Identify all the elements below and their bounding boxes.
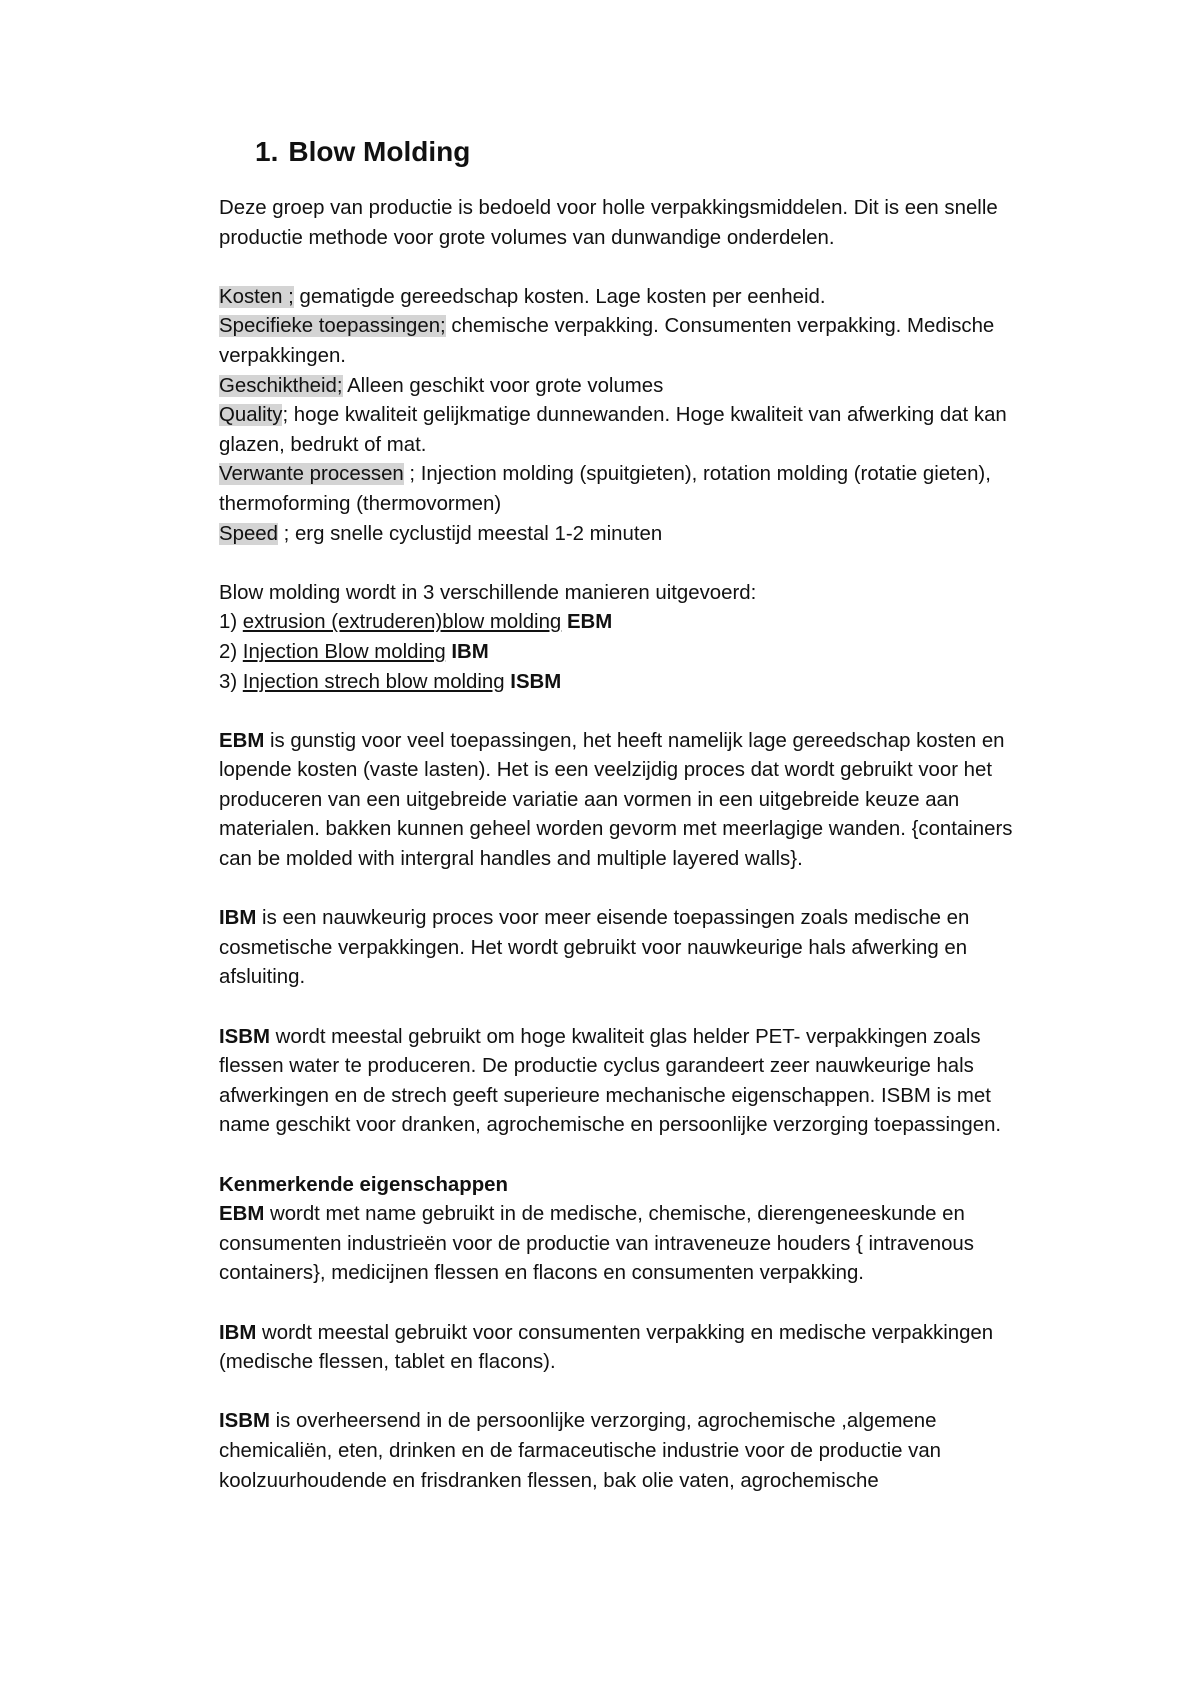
characteristics-isbm bbox=[219, 1407, 1019, 1496]
method-name-3: Injection strech blow molding bbox=[242, 670, 505, 693]
description-text-isbm: wordt meestal gebruikt om hoge kwaliteit glas helder PET- verpakkingen zoals flessen water te produceren. De productie cyclus garandeert zeer nauwkeurige hals afwerkingen en de strech geeft superieure mechanische eigenschappen. ISBM is met name geschikt voor dranken, agrochemische en persoonlijke verzorging toepassingen. bbox=[219, 1025, 1002, 1137]
property-label-suitability: Geschiktheid; bbox=[219, 374, 343, 397]
method-name-2: Injection Blow molding bbox=[242, 640, 446, 663]
description-abbr-isbm: ISBM bbox=[219, 1025, 270, 1048]
property-label-speed: Speed bbox=[219, 522, 278, 545]
property-text-costs: gematigde gereedschap kosten. Lage kosten per eenheid. bbox=[293, 285, 826, 308]
heading-number: 1. bbox=[255, 136, 279, 167]
description-isbm bbox=[219, 1023, 1019, 1141]
description-ebm bbox=[219, 727, 1019, 875]
document-page bbox=[219, 134, 1019, 1496]
characteristic-abbr-ebm: EBM bbox=[219, 1203, 265, 1226]
method-abbr-2: IBM bbox=[445, 640, 489, 663]
property-text-suitability: Alleen geschikt voor grote volumes bbox=[342, 374, 664, 397]
method-prefix-3: 3) bbox=[219, 670, 243, 693]
property-label-related-processes: Verwante processen bbox=[219, 463, 404, 486]
characteristic-text-ebm: wordt met name gebruikt in de medische, chemische, dierengeneeskunde en consumenten industrieën voor de productie van intraveneuze houders { intravenous containers}, medicijnen flessen en flacons en consumenten verpakking. bbox=[219, 1203, 974, 1285]
characteristic-abbr-ibm: IBM bbox=[219, 1321, 257, 1344]
methods-block bbox=[219, 579, 1019, 697]
characteristics-title: Kenmerkende eigenschappen bbox=[219, 1173, 508, 1196]
description-text-ebm: is gunstig voor veel toepassingen, het heeft namelijk lage gereedschap kosten en lopende kosten (vaste lasten). Het is een veelzijdig proces dat wordt gebruikt voor het produceren van een uitgebreide variatie aan vormen in een uitgebreide keuze aan materialen. bakken kunnen geheel worden gevorm met meerlagige wanden. {containers can be molded with intergral handles and multiple layered walls}. bbox=[219, 729, 1013, 871]
characteristic-text-isbm: is overheersend in de persoonlijke verzorging, agrochemische ,algemene chemicaliën, eten, drinken en de farmaceutische industrie voor de productie van koolzuurhoudende en frisdranken flessen, bak olie vaten, agrochemische bbox=[219, 1410, 942, 1492]
description-abbr-ebm: EBM bbox=[219, 729, 265, 752]
method-abbr-1: EBM bbox=[561, 611, 613, 634]
characteristic-abbr-isbm: ISBM bbox=[219, 1410, 270, 1433]
property-text-applications: chemische verpakking. Consumenten verpakking. Medische verpakkingen. bbox=[219, 315, 995, 367]
characteristic-text-ibm: wordt meestal gebruikt voor consumenten verpakking en medische verpakkingen (medische flessen, tablet en flacons). bbox=[219, 1321, 994, 1374]
characteristics-ebm bbox=[219, 1171, 1019, 1289]
property-text-quality: ; hoge kwaliteit gelijkmatige dunnewanden. Hoge kwaliteit van afwerking dat kan glazen, bedrukt of mat. bbox=[219, 404, 1007, 456]
heading-title: Blow Molding bbox=[288, 136, 471, 167]
property-text-related-processes: ; Injection molding (spuitgieten), rotation molding (rotatie gieten), thermoforming (thermovormen) bbox=[219, 463, 991, 515]
description-ibm bbox=[219, 904, 1019, 993]
characteristics-ibm bbox=[219, 1319, 1019, 1378]
method-name-1: extrusion (extruderen)blow molding bbox=[242, 611, 562, 634]
properties-block bbox=[219, 283, 1019, 549]
property-label-applications: Specifieke toepassingen; bbox=[219, 315, 446, 338]
method-prefix-1: 1) bbox=[219, 611, 243, 634]
description-text-ibm: is een nauwkeurig proces voor meer eisende toepassingen zoals medische en cosmetische verpakkingen. Het wordt gebruikt voor nauwkeurige hals afwerking en afsluiting. bbox=[219, 907, 970, 989]
intro-paragraph: Deze groep van productie is bedoeld voor holle verpakkingsmiddelen. Dit is een snelle productie methode voor grote volumes van dunwandige onderdelen. bbox=[219, 197, 998, 249]
property-label-costs: Kosten ; bbox=[219, 285, 294, 308]
property-text-speed: ; erg snelle cyclustijd meestal 1-2 minuten bbox=[277, 522, 663, 545]
methods-intro: Blow molding wordt in 3 verschillende manieren uitgevoerd: bbox=[219, 581, 757, 604]
method-abbr-3: ISBM bbox=[504, 670, 562, 693]
section-heading bbox=[255, 134, 1019, 170]
method-prefix-2: 2) bbox=[219, 640, 243, 663]
property-label-quality: Quality bbox=[219, 404, 283, 427]
description-abbr-ibm: IBM bbox=[219, 907, 257, 930]
